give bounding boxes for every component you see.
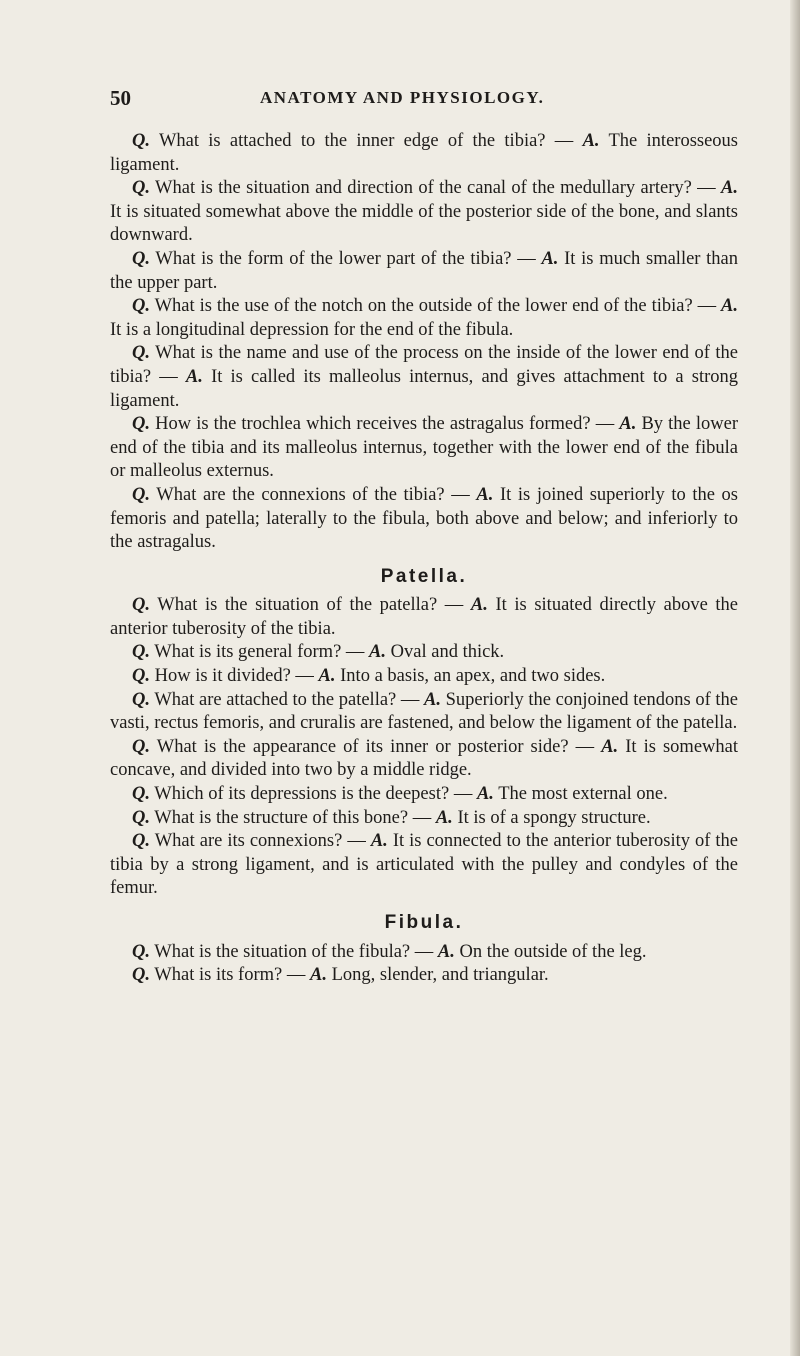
answer-text: It is connected to the anterior tuberosity of the tibia by a strong ligament, and is articulated with the pulley and condyles of the femur. [110, 831, 739, 899]
qa-paragraph [110, 736, 738, 783]
answer-marker: A. [435, 807, 453, 828]
question-text: How is the trochlea which receives the astragalus formed? [155, 414, 591, 435]
qa-dash: — [590, 414, 620, 435]
question-text: What are the connexions of the tibia? [156, 484, 445, 505]
question-marker: Q. [132, 965, 150, 986]
qa-dash: — [408, 807, 436, 828]
qa-dash: — [545, 131, 583, 151]
question-text: What is the situation of the fibula? [154, 941, 411, 962]
question-text: What is the situation and direction of the canal of the medullary artery? [155, 178, 692, 199]
answer-text: It is situated somewhat above the middle of the posterior side of the bone, and slants downward. [110, 201, 738, 246]
answer-marker: A. [470, 595, 488, 616]
qa-paragraph [110, 248, 738, 295]
answer-marker: A. [721, 178, 738, 199]
answer-marker: A. [601, 736, 619, 757]
qa-paragraph [110, 783, 738, 807]
question-marker: Q. [132, 178, 150, 199]
question-marker: Q. [132, 248, 150, 269]
question-text: What is the name and use of the process on the inside of the lower end of the tibia? [110, 343, 738, 387]
qa-paragraph [110, 594, 738, 641]
answer-marker: A. [185, 366, 203, 387]
qa-dash: — [568, 736, 602, 757]
question-text: What are its connexions? [154, 831, 343, 852]
question-text: What is the situation of the patella? [157, 595, 438, 616]
qa-dash: — [342, 831, 371, 852]
answer-text: Long, slender, and triangular. [331, 965, 549, 986]
question-marker: Q. [132, 831, 150, 852]
answer-text: It is joined superiorly to the os femoris and patella; laterally to the fibula, both above and below; and inferiorly to the astragalus. [110, 484, 739, 553]
qa-paragraph [110, 964, 738, 988]
qa-paragraph [110, 641, 738, 665]
question-marker: Q. [132, 666, 150, 687]
question-marker: Q. [132, 296, 150, 317]
answer-marker: A. [424, 689, 441, 710]
answer-text: The interosseous ligament. [110, 131, 739, 175]
question-marker: Q. [132, 736, 150, 757]
answer-text: On the outside of the leg. [459, 941, 647, 962]
question-marker: Q. [132, 595, 150, 616]
answer-text: It is of a spongy structure. [457, 807, 651, 828]
qa-dash: — [151, 366, 186, 387]
answer-text: Into a basis, an apex, and two sides. [340, 666, 606, 687]
question-marker: Q. [132, 414, 150, 435]
section-heading: Fibula. [384, 912, 464, 933]
qa-dash: — [691, 178, 722, 199]
page-body [110, 130, 738, 988]
question-text: How is it divided? [154, 666, 291, 687]
page-edge-shadow [790, 0, 800, 1356]
answer-text: Superiorly the conjoined tendons of the vasti, rectus femoris, and cruralis are fastened, and below the ligament of the patella. [110, 689, 739, 734]
answer-text: It is somewhat concave, and divided into two by a middle ridge. [110, 736, 738, 781]
answer-text: It is a longitudinal depression for the end of the fibula. [110, 319, 514, 340]
question-marker: Q. [132, 941, 150, 962]
qa-dash: — [692, 296, 722, 317]
page-header [110, 86, 730, 112]
answer-marker: A. [721, 296, 738, 317]
question-marker: Q. [132, 807, 150, 828]
answer-marker: A. [309, 965, 327, 986]
answer-marker: A. [582, 131, 600, 151]
question-marker: Q. [132, 131, 150, 151]
question-text: What is the form of the lower part of the tibia? [155, 248, 512, 269]
qa-paragraph [110, 177, 738, 248]
qa-dash: — [282, 965, 310, 986]
answer-marker: A. [370, 831, 388, 852]
answer-marker: A. [476, 784, 494, 805]
page-number: 50 [110, 86, 131, 110]
qa-paragraph [110, 665, 738, 689]
question-text: What are attached to the patella? [154, 689, 397, 710]
question-text: What is its general form? [154, 642, 342, 663]
answer-text: It is called its malleolus internus, and gives attachment to a strong ligament. [110, 366, 739, 411]
answer-text: Oval and thick. [390, 642, 505, 663]
qa-paragraph [110, 342, 738, 413]
question-text: What is attached to the inner edge of the tibia? [158, 131, 546, 151]
qa-paragraph [110, 130, 738, 177]
qa-paragraph [110, 689, 738, 736]
qa-dash: — [410, 941, 438, 962]
answer-text: By the lower end of the tibia and its malleolus internus, together with the lower end of the fibula or malleolus externus. [110, 414, 739, 482]
question-text: What is the appearance of its inner or posterior side? [156, 736, 569, 757]
question-text: Which of its depressions is the deepest? [154, 784, 450, 805]
answer-text: It is much smaller than the upper part. [110, 248, 739, 293]
qa-paragraph [110, 830, 738, 901]
question-marker: Q. [132, 484, 150, 505]
qa-dash: — [511, 248, 542, 269]
section-heading: Patella. [380, 565, 468, 587]
answer-marker: A. [437, 941, 455, 962]
qa-dash: — [396, 689, 425, 710]
qa-dash: — [290, 666, 319, 687]
qa-dash: — [444, 484, 477, 505]
qa-dash: — [341, 642, 370, 663]
qa-paragraph [110, 484, 738, 555]
qa-paragraph [110, 413, 738, 484]
question-marker: Q. [132, 642, 150, 663]
question-text: What is the use of the notch on the outside of the lower end of the tibia? [154, 296, 693, 317]
running-title: ANATOMY AND PHYSIOLOGY. [260, 88, 545, 107]
qa-paragraph [110, 941, 738, 965]
question-marker: Q. [132, 784, 150, 805]
qa-dash: — [437, 595, 471, 616]
question-marker: Q. [132, 343, 150, 364]
answer-marker: A. [476, 484, 494, 505]
answer-marker: A. [369, 642, 387, 663]
answer-text: The most external one. [498, 784, 668, 805]
qa-dash: — [449, 784, 477, 805]
answer-marker: A. [619, 414, 637, 435]
qa-paragraph [110, 807, 738, 831]
question-marker: Q. [132, 689, 150, 710]
answer-marker: A. [318, 666, 336, 687]
answer-marker: A. [541, 248, 559, 269]
answer-text: It is situated directly above the anterior tuberosity of the tibia. [110, 595, 738, 639]
question-text: What is the structure of this bone? [154, 807, 409, 828]
qa-paragraph [110, 295, 738, 342]
question-text: What is its form? [154, 965, 283, 986]
